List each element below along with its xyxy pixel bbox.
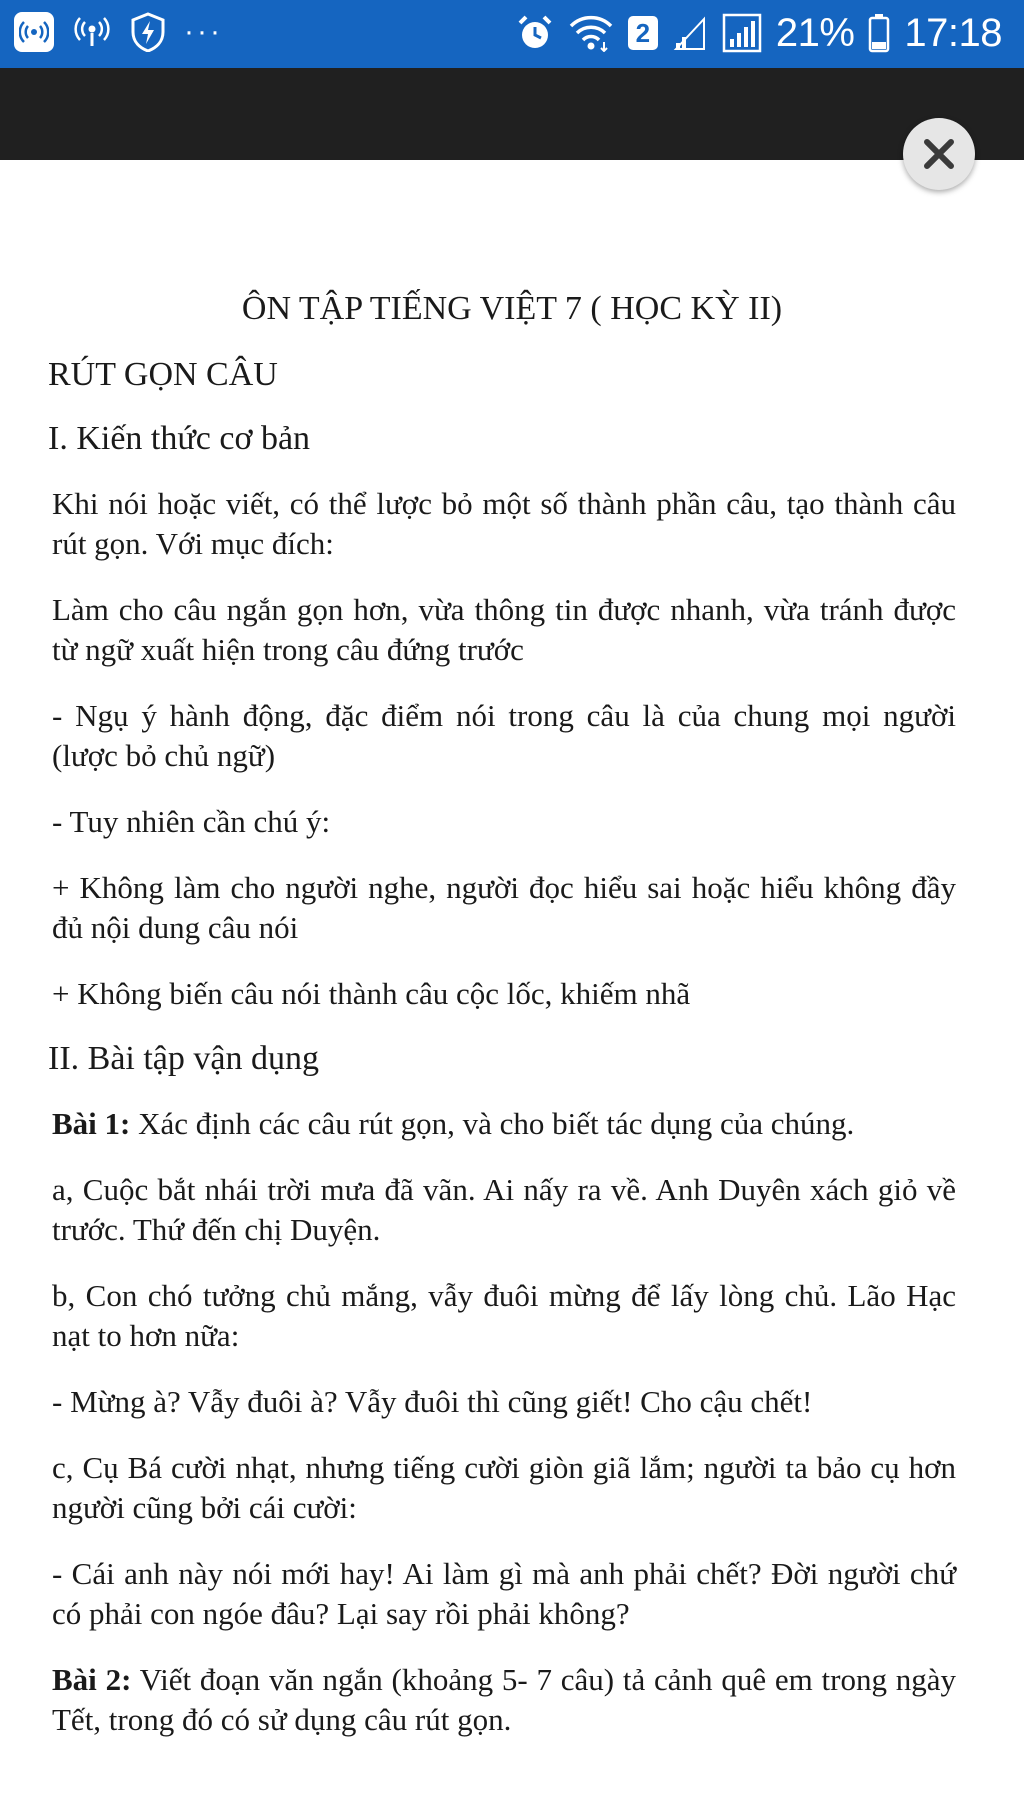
paragraph: c, Cụ Bá cười nhạt, nhưng tiếng cười giòn giã lắm; người ta bảo cụ hơn người cũng bởi cái cười: (52, 1450, 956, 1525)
section-heading-1: I. Kiến thức cơ bản (48, 420, 311, 457)
paragraph: + Không biến câu nói thành câu cộc lốc, khiếm nhã (52, 976, 691, 1011)
status-bar (0, 0, 1024, 68)
wifi-icon (568, 14, 614, 52)
exercise-text: Xác định các câu rút gọn, và cho biết tác dụng của chúng. (130, 1106, 855, 1141)
document-title: ÔN TẬP TIẾNG VIỆT 7 ( HỌC KỲ II) (241, 290, 783, 327)
shield-icon (130, 12, 166, 52)
clock: 17:18 (904, 11, 1002, 55)
battery-icon (868, 13, 890, 53)
more-notifications: ··· (184, 15, 223, 48)
exercise-label: Bài 1: (52, 1106, 131, 1141)
exercise-2 (48, 1660, 956, 1740)
battery-level: 21% (775, 11, 855, 55)
sim-badge: 2 (628, 16, 658, 50)
exercise-label: Bài 2: (52, 1662, 132, 1697)
signal-icon (672, 15, 708, 51)
document-page (48, 290, 956, 1766)
paragraph: b, Con chó tưởng chủ mắng, vẫy đuôi mừng để lấy lòng chủ. Lão Hạc nạt to hơn nữa: (52, 1278, 956, 1353)
signal-icon (722, 13, 762, 53)
portable-hotspot-icon (72, 17, 112, 47)
paragraph: - Cái anh này nói mới hay! Ai làm gì mà anh phải chết? Đời người chứ có phải con ngóe đâu? Lại say rồi phải không? (52, 1556, 956, 1631)
paragraph: + Không làm cho người nghe, người đọc hiểu sai hoặc hiểu không đầy đủ nội dung câu nói (52, 870, 956, 945)
alarm-icon (516, 14, 554, 52)
paragraph: Khi nói hoặc viết, có thể lược bỏ một số thành phần câu, tạo thành câu rút gọn. Với mục đích: (52, 486, 956, 561)
paragraph: - Ngụ ý hành động, đặc điểm nói trong câu là của chung mọi người (lược bỏ chủ ngữ) (52, 698, 956, 773)
section-heading-2: II. Bài tập vận dụng (48, 1040, 319, 1077)
topic-heading: RÚT GỌN CÂU (48, 356, 278, 393)
status-left (14, 12, 223, 52)
status-right (516, 8, 1002, 58)
hotspot-icon (14, 12, 54, 52)
paragraph: - Tuy nhiên cần chú ý: (52, 804, 331, 839)
viewer-header (0, 68, 1024, 160)
close-button[interactable] (903, 118, 975, 190)
exercise-text: Viết đoạn văn ngắn (khoảng 5- 7 câu) tả cảnh quê em trong ngày Tết, trong đó có sử dụng câu rút gọn. (52, 1662, 956, 1737)
exercise-1 (48, 1104, 956, 1144)
close-icon (922, 137, 956, 171)
paragraph: a, Cuộc bắt nhái trời mưa đã vãn. Ai nấy ra về. Anh Duyên xách giỏ về trước. Thứ đến chị Duyện. (52, 1172, 956, 1247)
paragraph: - Mừng à? Vẫy đuôi à? Vẫy đuôi thì cũng giết! Cho cậu chết! (52, 1384, 813, 1419)
paragraph: Làm cho câu ngắn gọn hơn, vừa thông tin được nhanh, vừa tránh được từ ngữ xuất hiện trong câu đứng trước (52, 592, 956, 667)
